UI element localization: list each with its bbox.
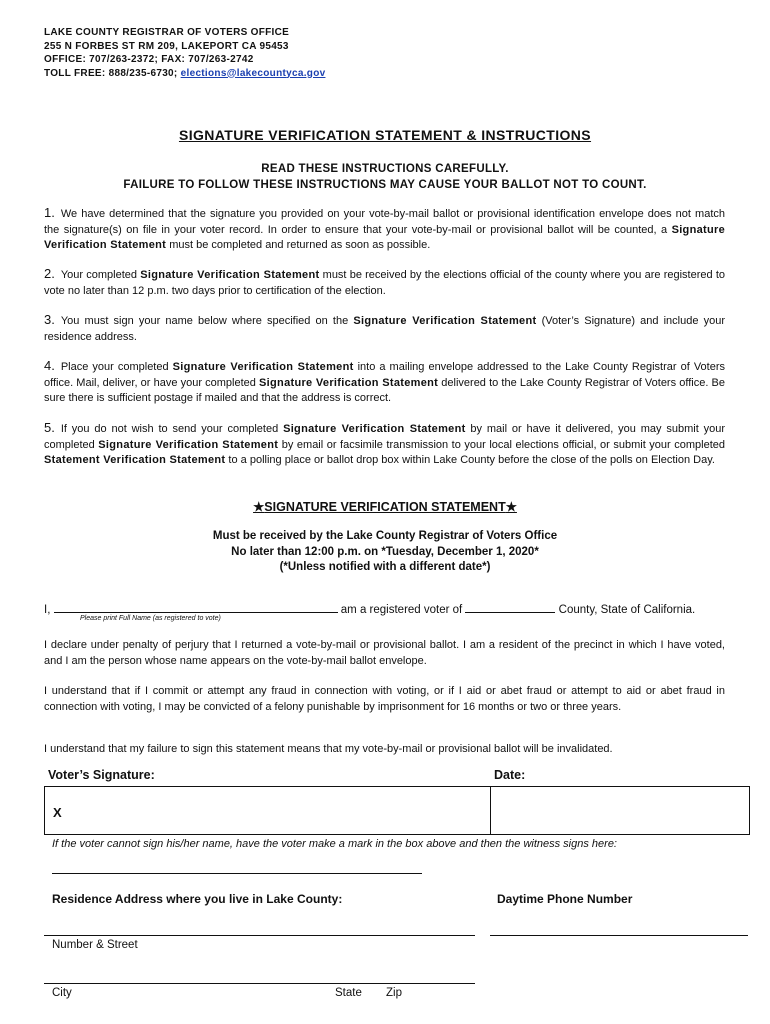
county-field[interactable] — [465, 601, 555, 613]
term-bold: Signature Verification Statement — [140, 269, 320, 281]
statement-title — [0, 499, 770, 514]
instruction-2 — [44, 266, 725, 299]
term-bold: Signature Verification Statement — [44, 223, 725, 251]
warning-line-2: FAILURE TO FOLLOW THESE INSTRUCTIONS MAY CAUSE YOUR BALLOT NOT TO COUNT. — [123, 179, 647, 191]
deadline-block — [0, 529, 770, 576]
instruction-text: If you do not wish to send your completed — [60, 423, 284, 435]
header-office-name: LAKE COUNTY REGISTRAR OF VOTERS OFFICE — [44, 27, 290, 38]
header-toll-free — [44, 67, 325, 81]
residence-address-label: Residence Address where you live in Lake County: — [52, 892, 343, 906]
instruction-text: must be received by the elections official of the county where you are registered to vote no later than 12 p.m. two days prior to certification of the election. — [44, 269, 726, 297]
header-address: 255 N FORBES ST RM 209, LAKEPORT CA 95453 — [44, 40, 289, 52]
instruction-5 — [44, 420, 725, 469]
instruction-text: Place your completed — [60, 361, 173, 373]
full-name-field[interactable] — [54, 601, 338, 613]
date-field[interactable] — [491, 787, 749, 834]
instruction-text: by mail or have it delivered, you may submit your completed — [44, 423, 726, 451]
signature-field[interactable] — [45, 787, 490, 834]
warning-block — [0, 161, 770, 193]
street-label: Number & Street — [52, 939, 138, 951]
instruction-text: by email or facsimile transmission to your local elections official, or submit your completed — [278, 438, 725, 451]
instruction-number: 1. — [44, 205, 55, 220]
signature-box — [44, 786, 750, 835]
star-icon: ★ — [505, 500, 517, 514]
declaration-perjury: I declare under penalty of perjury that I returned a vote-by-mail or provisional ballot. I am a resident of the precinct in which I have voted, and I am the person whose name appears on the vote-by-mail ballot envelope. — [44, 639, 725, 667]
term-bold: Signature Verification Statement — [172, 361, 354, 373]
deadline-line-1: Must be received by the Lake County Registrar of Voters Office — [212, 530, 558, 542]
header-phone-fax: OFFICE: 707/263-2372; FAX: 707/263-2742 — [44, 54, 254, 65]
instruction-4 — [44, 358, 725, 407]
declaration-fraud: I understand that if I commit or attempt any fraud in connection with voting, or if I aid or abet fraud or attempt to aid or abet fraud in connection with voting, I may be convicted of a felony punishable by imprisonment for 16 months or two or three years. — [44, 685, 725, 713]
instruction-number: 3. — [44, 312, 55, 327]
page-title: SIGNATURE VERIFICATION STATEMENT & INSTRUCTIONS — [178, 127, 592, 143]
county-suffix: County, State of California. — [555, 604, 696, 616]
declaration-invalidation: I understand that my failure to sign this statement means that my vote-by-mail or provisional ballot will be invalidated. — [44, 743, 613, 755]
deadline-line-3: (*Unless notified with a different date*) — [279, 561, 491, 573]
street-address-line[interactable] — [44, 935, 475, 936]
term-bold: Statement Verification Statement — [44, 454, 226, 466]
x-mark: X — [53, 805, 62, 820]
deadline-line-2: No later than 12:00 p.m. on *Tuesday, December 1, 2020* — [231, 545, 539, 558]
instruction-text: You must sign your name below where specified on the — [60, 315, 354, 327]
instruction-1 — [44, 205, 725, 254]
voter-name-line — [44, 601, 729, 616]
city-state-zip-line[interactable] — [44, 983, 475, 984]
instruction-text: Your completed — [60, 269, 141, 281]
term-bold: Signature Verification Statement — [283, 423, 466, 435]
warning-line-1: READ THESE INSTRUCTIONS CAREFULLY. — [261, 163, 509, 175]
statement-title-text: SIGNATURE VERIFICATION STATEMENT — [264, 500, 506, 514]
star-icon: ★ — [253, 500, 265, 514]
registered-text: am a registered voter of — [337, 604, 466, 616]
instruction-number: 5. — [44, 420, 55, 435]
instruction-text: We have determined that the signature you provided on your vote-by-mail ballot or provisional identification envelope does not match the signature(s) on file in your voter record. In order to ensure that your vote-by-mail or provisional ballot will be counted, a — [44, 208, 725, 236]
instruction-text: (Voter’s Signature) and include your residence address. — [44, 315, 726, 343]
witness-note: If the voter cannot sign his/her name, have the voter make a mark in the box above and then the witness signs here: — [52, 838, 617, 850]
term-bold: Signature Verification Statement — [259, 376, 439, 389]
voter-signature-label: Voter’s Signature: — [48, 768, 155, 782]
instruction-number: 2. — [44, 266, 55, 281]
office-header — [44, 26, 325, 80]
term-bold: Signature Verification Statement — [353, 315, 537, 327]
instruction-3 — [44, 312, 725, 345]
instruction-text: must be completed and returned as soon as possible. — [166, 239, 431, 251]
phone-label: Daytime Phone Number — [497, 892, 633, 906]
i-prefix: I, — [44, 604, 54, 616]
instruction-text: into a mailing envelope addressed to the Lake County Registrar of Voters office. Mail, deliver, or have your completed — [44, 361, 725, 389]
witness-signature-line[interactable] — [52, 873, 422, 874]
state-label: State — [335, 987, 362, 999]
term-bold: Signature Verification Statement — [98, 438, 279, 451]
zip-label: Zip — [386, 987, 402, 999]
toll-free-text: TOLL FREE: 888/235-6730; — [44, 67, 181, 79]
instruction-number: 4. — [44, 358, 55, 373]
instruction-text: delivered to the Lake County Registrar of Voters office. Be sure there is sufficient postage if mailed and that the address is correct. — [44, 376, 725, 404]
email-link[interactable]: elections@lakecountyca.gov — [180, 67, 326, 79]
phone-line[interactable] — [490, 935, 748, 936]
print-name-note: Please print Full Name (as registered to vote) — [80, 615, 221, 622]
city-label: City — [52, 987, 72, 999]
instruction-text: to a polling place or ballot drop box within Lake County before the close of the polls on Election Day. — [225, 454, 715, 466]
date-label: Date: — [494, 768, 526, 782]
